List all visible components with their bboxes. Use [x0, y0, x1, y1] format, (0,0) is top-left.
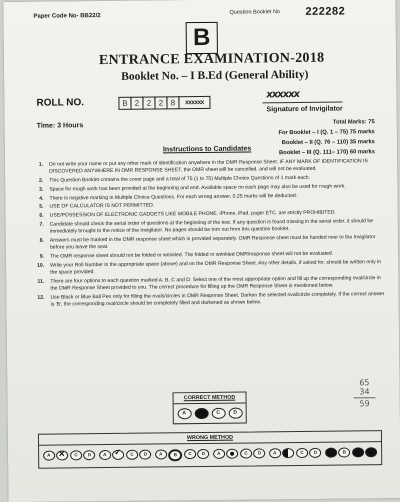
roll-number-boxes — [118, 96, 209, 110]
signature-label: Signature of Invigilator — [266, 105, 343, 114]
option-oval-d: D — [228, 408, 242, 419]
instruction-item: 11. There are four options to each question marked A, B, C and D. Select one of the most appropriate option and fill up the corresponding oval/circle in the OMR Response Sheet provided to you. The correct procedure for filling up the OMR Response Sheet is mentioned below. — [37, 274, 381, 292]
filled-oval: A — [325, 448, 337, 458]
exam-title: ENTRANCE EXAMINATION-2018 — [98, 50, 325, 69]
roll-number-label: ROLL NO. — [36, 97, 85, 109]
option-oval-a: A — [177, 408, 191, 419]
wrong-method-label: WRONG METHOD — [39, 431, 381, 446]
wrong-example-circled: A B C D — [154, 449, 210, 462]
instructions-heading: Instructions to Candidates — [162, 145, 252, 154]
filled-oval: C — [352, 447, 364, 457]
total-marks: Total Marks: 75 — [332, 119, 375, 126]
booklet-2-marks: Booklet – II (Q. 76 – 110) 35 marks — [281, 139, 375, 147]
option-oval-b-filled: B — [194, 408, 208, 419]
question-booklet-cover — [3, 0, 400, 502]
exam-time: Time: 3 Hours — [36, 122, 84, 130]
crossed-oval — [56, 450, 68, 460]
instruction-item: 4. There is negative marking in Multiple Choice Questions. For each wrong answer, 0.25 marks will be deducted. — [39, 192, 298, 202]
roll-digit-box: 2 — [154, 96, 167, 109]
handwritten-calculation: 65 34 59 — [353, 378, 375, 408]
roll-digit-box: B — [118, 97, 131, 110]
paper-code: Paper Code No- BB22/2 — [33, 13, 101, 20]
roll-digit-box: 8 — [166, 96, 179, 109]
instruction-item: 8. Answers must be marked in the OMR response sheet which is provided separately. OMR Response sheet must be handed over to the Invigilator before you leave the seat. — [39, 234, 376, 251]
roll-masked-box: xxxxxx — [178, 96, 210, 109]
wrong-method-box — [38, 430, 382, 469]
instruction-item: 10. Write your Roll Number in the appropriate space (above) and on the OMR Response Sheet. Any other details, if asked for, should be written only in the space provided. — [37, 258, 382, 276]
roll-digit-box: 2 — [130, 97, 143, 110]
ticked-oval — [112, 450, 124, 460]
instruction-item: 12. Use Black or Blue Ball Pen only for filling the ovals/circles in OMR Response Sheet. Darken the selected oval/circle completely. If the correct answer is 'B', the corresponding oval/circle should be completely filled and darkened as shown below. — [37, 290, 385, 308]
filled-oval: D — [365, 447, 377, 457]
wrong-example-tick: A C D — [98, 450, 152, 463]
correct-method-box — [172, 392, 246, 425]
half-filled-oval — [282, 448, 294, 458]
option-oval-c: C — [211, 408, 225, 419]
wrong-method-examples — [39, 442, 381, 468]
booklet-title: Booklet No. – I B.Ed (General Ability) — [121, 68, 309, 83]
dotted-oval — [226, 449, 238, 459]
marks-summary — [278, 117, 375, 158]
roll-digit-box: 2 — [142, 96, 155, 109]
instruction-item: 3. Space for rough work has been provided at the beginning and end. Available space on each page may also be used for rough work. — [39, 183, 346, 193]
instructions-list — [27, 158, 385, 311]
booklet-1-marks: For Booklet – I (Q. 1 – 75) 75 marks — [278, 129, 375, 137]
correct-method-label: CORRECT METHOD — [173, 393, 245, 405]
wrong-example-cross: A C D — [42, 450, 96, 463]
circled-oval: B — [168, 449, 182, 461]
instruction-item: 1. Do not write your name or put any other mark of identification anywhere in the OMR Response Sheet. IF ANY MARK OF IDENTIFICATION IS DISCOVERED ANYWHERE IN OMR RESPONSE SHEET, the OMR sheet will be cancelled, and will not be evaluated. — [38, 158, 368, 175]
instruction-item: 5. USE OF CALCULATOR IS NOT PERMITTED. — [39, 202, 155, 211]
wrong-example-half-filled: A C D — [268, 448, 322, 461]
question-booklet-label: Question Booklet No — [229, 9, 280, 16]
correct-method-ovals — [174, 404, 246, 424]
instruction-item: 7. Candidate should check the serial order of questions at the beginning of the test. If any question is found missing in the serial order, it should be immediately brought to the notice of the Invigilator. No pages should be torn out from this question booklet. — [39, 218, 374, 235]
instruction-item: 6. USE/POSSESSION OF ELECTRONIC GADGETS LIKE MOBILE PHONE, iPhone, iPad, pager ETC. are strictly PROHIBITED. — [39, 209, 336, 219]
signature-line — [262, 102, 342, 104]
series-letter-box: B — [186, 22, 218, 54]
wrong-example-multiple: A B C D — [324, 447, 378, 460]
invigilator-signature: xxxxxx — [266, 88, 300, 101]
question-booklet-number: 222282 — [305, 5, 346, 18]
booklet-3-marks: Booklet – III (Q. 111– 170) 60 marks — [278, 149, 376, 157]
wrong-example-dot: A C D — [212, 448, 266, 461]
instruction-item: 2. This Question Booklet contains the cover page and a total of 75 (1 to 75) Multiple Choice Questions of 1 mark each. — [38, 174, 311, 184]
instruction-item: 9. The OMR response sheet should not be folded or wrinkled. The folded or wrinkled OMR/response sheet will not be evaluated. — [39, 250, 334, 260]
